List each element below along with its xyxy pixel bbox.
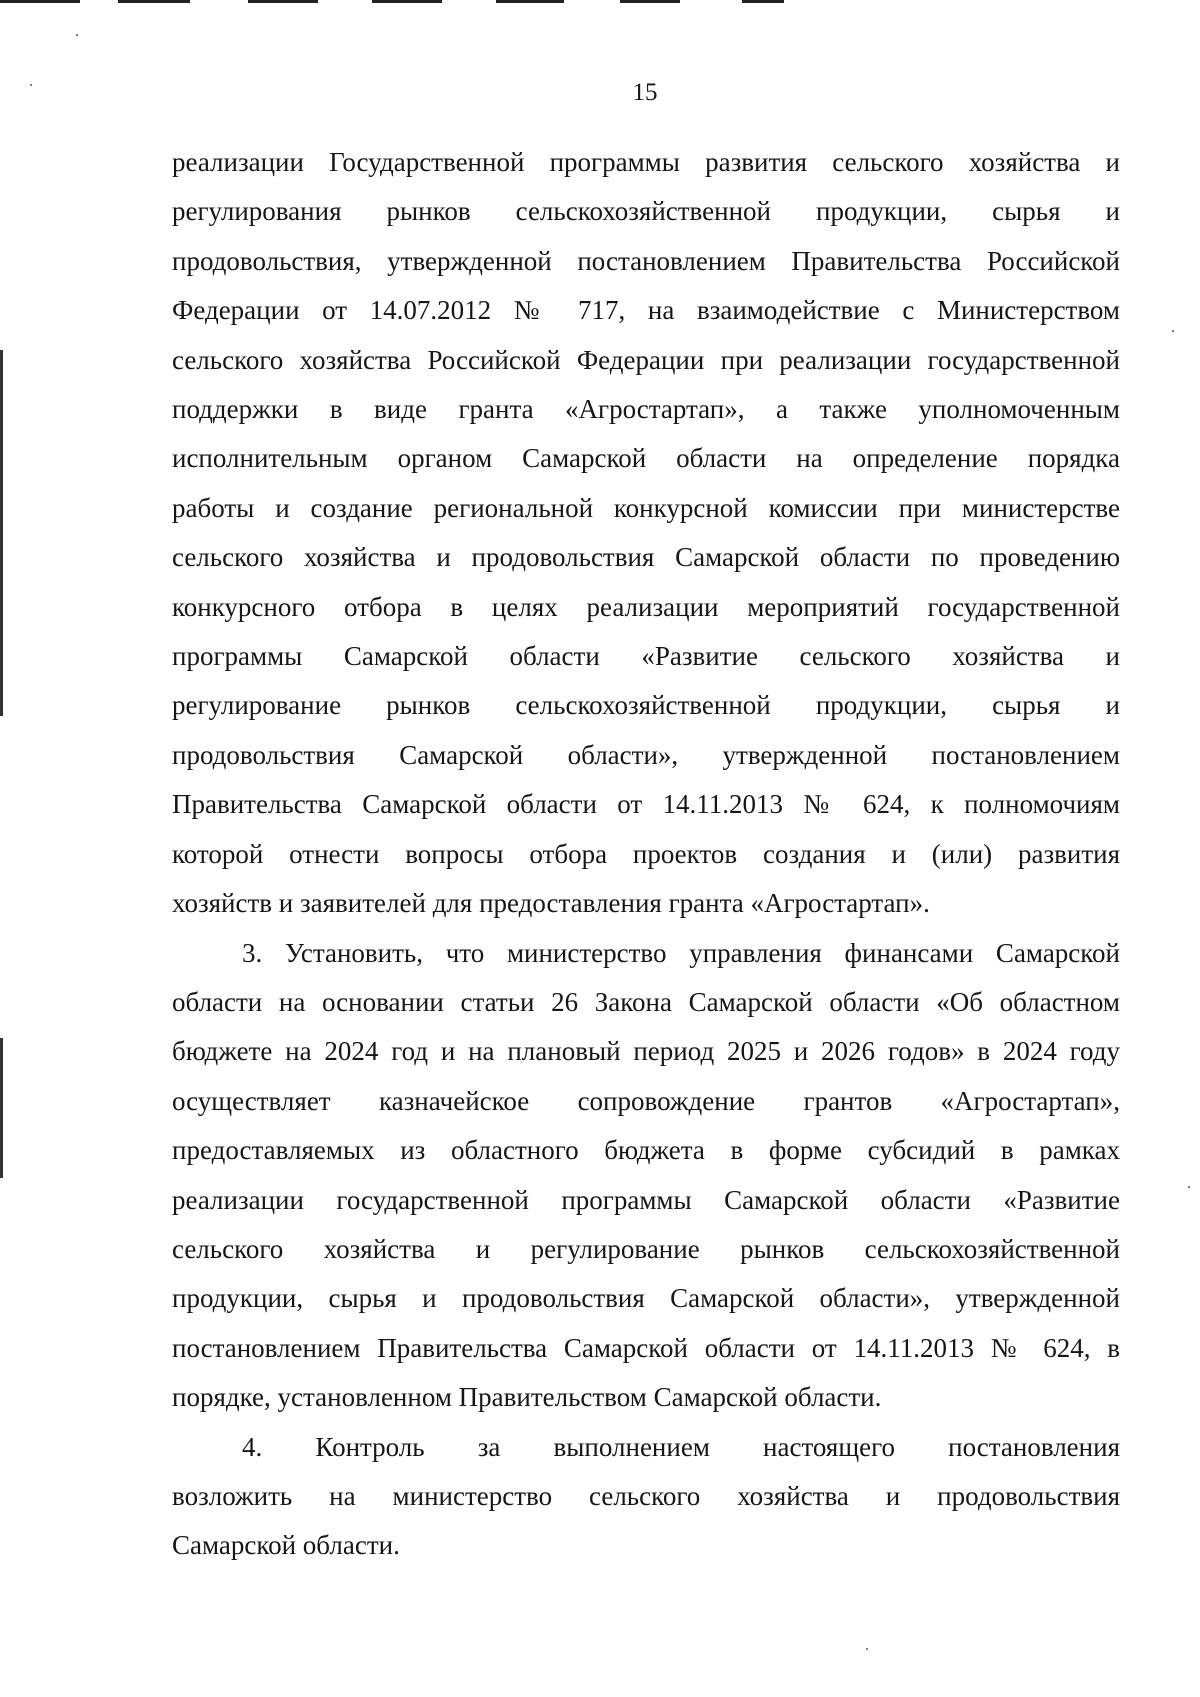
scan-speck [76,34,78,36]
text-line: 4. Контроль за выполнением настоящего постановления [242,1431,1120,1462]
text-line: реализации государственной программы Самарской области «Развитие [172,1184,1120,1215]
scan-top-edge [248,0,318,3]
text-line: конкурсного отбора в целях реализации мероприятий государственной [172,591,1120,622]
text-line: исполнительным органом Самарской области на определение порядка [172,443,1120,474]
text-line: Федерации от 14.07.2012 № 717, на взаимодействие с Министерством [172,295,1120,326]
document-body [172,138,1120,1571]
text-line: регулирования рынков сельскохозяйственной продукции, сырья и [172,196,1120,227]
text-line: возложить на министерство сельского хозяйства и продовольствия [172,1480,1120,1511]
paragraph [172,929,1120,1423]
text-line: осуществляет казначейское сопровождение грантов «Агростартап», [172,1085,1120,1116]
scan-top-edge [496,0,564,3]
text-line: постановлением Правительства Самарской области от 14.11.2013 № 624, в [172,1332,1120,1363]
text-line: работы и создание региональной конкурсной комиссии при министерстве [172,492,1120,523]
scan-top-edge [0,0,80,3]
text-line: программы Самарской области «Развитие сельского хозяйства и [172,641,1120,672]
paragraph [172,138,1120,929]
text-line: бюджете на 2024 год и на плановый период 2025 и 2026 годов» в 2024 году [172,1036,1120,1067]
text-line: порядке, установленном Правительством Самарской области. [172,1382,882,1413]
text-line: которой отнести вопросы отбора проектов создания и (или) развития [172,838,1120,869]
text-line: реализации Государственной программы развития сельского хозяйства и [172,147,1120,177]
scan-top-edge [118,0,190,3]
text-line: сельского хозяйства Российской Федерации при реализации государственной [172,344,1120,375]
page-number: 15 [632,79,658,106]
text-line: продукции, сырья и продовольствия Самарской области», утвержденной [172,1283,1120,1314]
scan-top-edge [372,0,442,3]
scan-speck [1188,1186,1190,1188]
text-line: области на основании статьи 26 Закона Самарской области «Об областном [172,986,1120,1017]
text-line: сельского хозяйства и регулирование рынков сельскохозяйственной [172,1233,1120,1264]
text-line: 3. Установить, что министерство управления финансами Самарской [242,937,1120,968]
scan-top-edge [742,0,784,3]
scan-left-edge [0,1038,3,1178]
text-line: предоставляемых из областного бюджета в форме субсидий в рамках [172,1135,1120,1166]
text-line: продовольствия, утвержденной постановлением Правительства Российской [172,245,1120,276]
text-line: Правительства Самарской области от 14.11.2013 № 624, к полномочиям [172,789,1120,820]
text-line: регулирование рынков сельскохозяйственной продукции, сырья и [172,690,1120,721]
text-line: продовольствия Самарской области», утвержденной постановлением [172,739,1120,770]
text-line: Самарской области. [172,1530,400,1561]
paragraph [172,1423,1120,1571]
text-line: сельского хозяйства и продовольствия Самарской области по проведению [172,542,1120,573]
scan-speck [1172,330,1174,332]
scan-top-edge [620,0,680,3]
scan-left-edge [0,350,3,716]
text-line: хозяйств и заявителей для предоставления гранта «Агростартап». [172,888,930,919]
text-line: поддержки в виде гранта «Агростартап», а также уполномоченным [172,394,1120,425]
scan-speck [866,1648,868,1650]
